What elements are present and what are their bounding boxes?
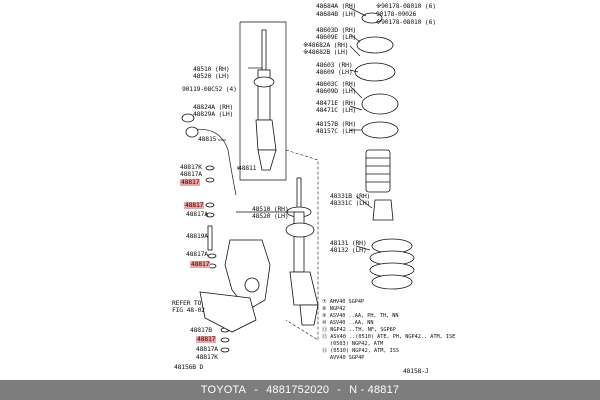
label-48684B: 48684B (LH): [316, 10, 357, 18]
label-refer-to: REFER TO: [172, 299, 202, 307]
reference-number: N - 48817: [349, 384, 400, 396]
label-48520-mid: 48520 (LH): [252, 212, 289, 220]
separator: -: [254, 384, 259, 396]
label-48609: 48609 (LH): [316, 68, 353, 76]
note-item: ⑫ ASV40 ..(0510) ATE, PH, NGP42.. ATM, ISE: [322, 334, 456, 340]
note-item: ⑨ ASV40 ..AA, PH, TH, NN: [322, 313, 399, 319]
note-item: ⑪ NGP42 ..TH, NF, SGP6P: [322, 327, 396, 333]
label-48817A-2: 48817A: [186, 210, 208, 218]
label-fig: FIG 48-02: [172, 306, 205, 314]
label-48156: 48156B D: [174, 363, 204, 371]
strut-lower-icon: [286, 178, 318, 325]
label-48824A: 48824A (RH): [193, 103, 234, 111]
note-item: ⑬ (0510) NGP42, ATM, ISS: [322, 348, 400, 354]
label-48817A-3: 48817A: [186, 250, 208, 258]
label-48817-highlight-4[interactable]: 48817: [197, 335, 216, 343]
label-90119: 90119-08C52 (4): [182, 85, 237, 93]
label-48817-highlight-2[interactable]: 48817: [185, 201, 204, 209]
label-48331C: 48331C (LH): [330, 199, 371, 207]
label-48819A: 48819A: [186, 232, 208, 240]
dust-boot-icon: [366, 150, 390, 192]
caption-bar: [0, 380, 600, 400]
label-48510-top: 48510 (RH): [193, 65, 230, 73]
label-48682B: ※48682B (LH): [303, 48, 349, 56]
label-48131: 48131 (RH): [330, 239, 367, 247]
note-item: ⑧ NGP42: [322, 306, 346, 312]
label-48471E: 48471E (RH): [316, 99, 357, 107]
label-90178b: 90178-09026: [376, 10, 417, 18]
label-48817A-1: 48817A: [180, 170, 202, 178]
label-48520-top: 48520 (LH): [193, 72, 230, 80]
label-48682A: ※48682A (RH): [303, 41, 349, 49]
label-48817K-top: 48817K: [180, 163, 202, 171]
label-48157C: 48157C (LH): [316, 127, 357, 135]
label-48331B: 48331B (RH): [330, 192, 371, 200]
part-number: 4881752020: [266, 384, 330, 396]
separator: -: [337, 384, 342, 396]
label-48811: 48811: [238, 164, 257, 172]
note-item: ⑦ AHV40 SGP4P: [322, 299, 365, 305]
strut-upper-icon: [254, 30, 276, 170]
label-48510-mid: 48510 (RH): [252, 205, 289, 213]
label-90178c: ※90178-08010 (6): [376, 18, 436, 26]
label-48817-highlight-1[interactable]: 48817: [181, 178, 200, 186]
label-48603: 48603 (RH): [316, 61, 353, 69]
label-48609D: 48609D (LH): [316, 87, 357, 95]
note-item: (0503) NGP42, ATM: [330, 341, 384, 347]
label-48684A: 48684A (RH): [316, 2, 357, 10]
label-48817B: 48817B: [190, 326, 212, 334]
label-48817-highlight-3[interactable]: 48817: [191, 260, 210, 268]
label-48815: 48815: [198, 135, 217, 143]
label-48157B: 48157B (RH): [316, 120, 357, 128]
bump-stop-icon: [373, 200, 393, 220]
label-48132: 48132 (LH): [330, 246, 367, 254]
label-48829A: 48829A (LH): [193, 110, 234, 118]
label-48817A-4: 48817A: [196, 345, 218, 353]
brand-label: TOYOTA: [200, 384, 247, 396]
label-48603C: 48603C (RH): [316, 80, 357, 88]
label-90178a: ※90178-08010 (6): [376, 2, 436, 10]
note-item: ⑩ ASV40 ..AA, NN: [322, 320, 374, 326]
label-48817K-bottom: 48817K: [196, 353, 218, 361]
mount-parts-icon: [355, 13, 398, 138]
label-48603D: 48603D (RH): [316, 26, 357, 34]
label-48158J: 48158-J: [403, 367, 429, 375]
coil-spring-icon: [370, 239, 414, 289]
label-48471C: 48471C (LH): [316, 106, 357, 114]
note-item: AVV40 SGP4P: [330, 355, 365, 361]
label-48609E: 48609E (LH): [316, 33, 357, 41]
